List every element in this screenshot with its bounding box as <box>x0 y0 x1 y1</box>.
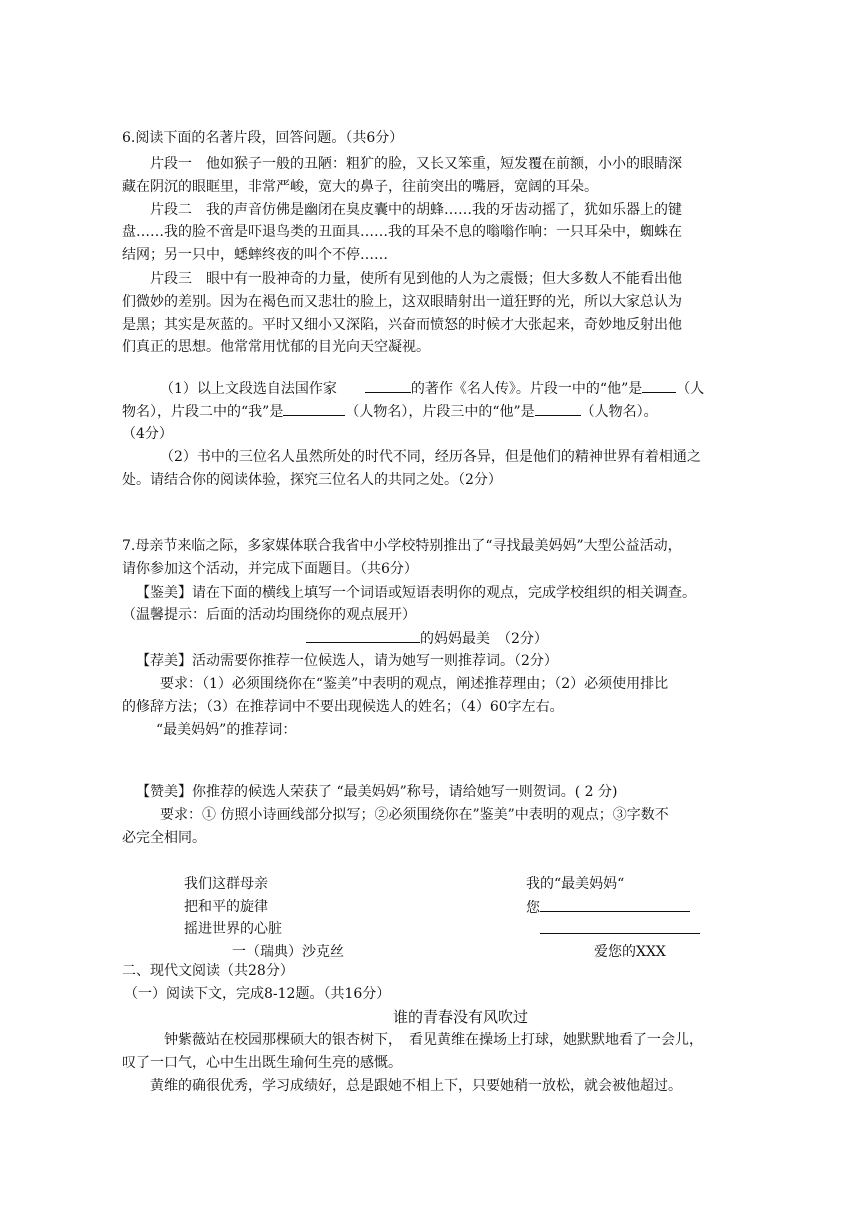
q7-jianmei-line1: 【鉴美】请在下面的横线上填写一个词语或短语表明你的观点，完成学校组织的相关调查。 <box>136 585 696 601</box>
he3-blank[interactable] <box>535 401 581 416</box>
q7-jianmei-fill-text: 的妈妈最美 （2分） <box>420 631 548 647</box>
q6-sub1-part-b: 的著作《名人传》。片段一中的“他”是 <box>410 381 643 397</box>
poem-right-line1: 我的“最美妈妈“ <box>526 876 625 892</box>
poem-blank-1[interactable] <box>540 897 690 912</box>
article-p2-line1: 黄维的确很优秀，学习成绩好，总是跟她不相上下，只要她稍一放松，就会被他超过。 <box>150 1078 682 1094</box>
q7-recommend-label: “最美妈妈”的推荐词： <box>156 722 297 738</box>
poem-left-author: 一（瑞典）沙克丝 <box>232 944 344 960</box>
q6-fragment3-line3: 是黑；其实是灰蓝的。平时又细小又深陷，兴奋而愤怒的时候才大张起来，奇妙地反射出他 <box>122 317 682 333</box>
q7-jianmei-fill-line <box>306 628 860 649</box>
q7-requirement2-line1: 要求：① 仿照小诗画线部分拟写；②必须围绕你在”鉴美”中表明的观点；③字数不 <box>160 807 669 823</box>
article-title: 谁的青春没有风吹过 <box>393 1008 529 1026</box>
section2-subheader: （一）阅读下文，完成8-12题。（共16分） <box>124 986 391 1002</box>
poem-left-line2: 把和平的旋律 <box>184 899 268 915</box>
q7-header-line2: 请你参加这个活动，并完成下面题目。（共6分） <box>122 561 418 577</box>
q6-sub1-line2 <box>122 401 860 422</box>
q7-requirement-line1: 要求：（1）必须围绕你在“鉴美”中表明的观点，阐述推荐理由；（2）必须使用排比 <box>160 676 669 692</box>
article-p1-line1: 钟紫薇站在校园那棵硕大的银杏树下， 看见黄维在操场上打球，她默默地看了一会儿， <box>164 1032 703 1048</box>
me-blank[interactable] <box>283 401 345 416</box>
q6-fragment2-line3: 结网；另一只中，蟋蟀终夜的叫个不停…… <box>122 247 388 263</box>
q6-fragment3-line1: 片段三 眼中有一股神奇的力量，使所有见到他的人为之震慑；但大多数人不能看出他 <box>150 271 682 287</box>
poem-right-line2 <box>526 897 860 918</box>
q6-sub1-line1 <box>160 378 860 399</box>
q6-sub2-line2: 处。请结合你的阅读体验，探究三位名人的共同之处。（2分） <box>122 472 502 488</box>
poem-right-signature: 爱您的XXX <box>594 944 666 960</box>
q6-fragment2-line1: 片段二 我的声音仿佛是幽闭在臭皮囊中的胡蜂……我的牙齿动摇了，犹如乐器上的键 <box>150 202 682 218</box>
q6-fragment3-line4: 们真正的思想。他常常用忧郁的目光向天空凝视。 <box>122 339 430 355</box>
author-blank[interactable] <box>365 378 411 393</box>
q7-jianmei-line2: （温馨提示：后面的活动均围绕你的观点展开） <box>122 607 416 623</box>
q6-fragment3-line2: 们微妙的差别。因为在褐色而又悲壮的脸上，这双眼睛射出一道狂野的光，所以大家总认为 <box>122 294 682 310</box>
q6-sub1-part-c: （人 <box>676 381 705 397</box>
q7-header-line1: 7.母亲节来临之际，多家媒体联合我省中小学校特别推出了“寻找最美妈妈”大型公益活动， <box>122 538 682 554</box>
he1-blank[interactable] <box>642 378 676 393</box>
article-p1-line2: 叹了一口气，心中生出既生瑜何生亮的感慨。 <box>122 1055 402 1071</box>
poem-blank-2[interactable] <box>540 933 700 934</box>
q6-fragment1-line1: 片段一 他如猴子一般的丑陋：粗犷的脸，又长又笨重，短发覆在前额，小小的眼睛深 <box>150 156 682 172</box>
q7-requirement2-line2: 必完全相同。 <box>122 830 206 846</box>
q6-fragment1-line2: 藏在阴沉的眼眶里，非常严峻，宽大的鼻子，往前突出的嘴唇，宽阔的耳朵。 <box>122 179 598 195</box>
q7-requirement-line2: 的修辞方法；（3）在推荐词中不要出现候选人的姓名；（4）60字左右。 <box>122 699 564 715</box>
q7-jianmei2-line: 【荐美】活动需要你推荐一位候选人，请为她写一则推荐词。（2分） <box>136 653 558 669</box>
q7-zanmei-line: 【赞美】你推荐的候选人荣获了 “最美妈妈”称号，请给她写一则贺词。( 2 分) <box>136 784 618 800</box>
section2-header: 二、现代文阅读（共28分） <box>122 963 294 979</box>
poem-left-line1: 我们这群母亲 <box>184 876 268 892</box>
q6-sub1-part-e: （人物名），片段三中的“他”是 <box>345 404 535 420</box>
q6-sub1-part-f: （人物名）。 <box>580 404 658 420</box>
q6-sub1-points: （4分） <box>122 426 173 442</box>
viewpoint-blank[interactable] <box>306 628 420 643</box>
q6-sub2-line1: （2）书中的三位名人虽然所处的时代不同，经历各异，但是他们的精神世界有着相通之 <box>160 449 701 465</box>
poem-left-line3: 摇进世界的心脏 <box>184 921 282 937</box>
poem-right-you: 您 <box>526 900 540 916</box>
q6-sub1-part-a: （1）以上文段选自法国作家 <box>160 381 337 397</box>
q6-sub1-part-d: 物名），片段二中的“我”是 <box>122 404 284 420</box>
q6-header: 6.阅读下面的名著片段，回答问题。（共6分） <box>122 130 404 146</box>
q6-fragment2-line2: 盘……我的脸不啻是吓退鸟类的丑面具……我的耳朵不息的嗡嗡作响：一只耳朵中，蜘蛛在 <box>122 224 682 240</box>
